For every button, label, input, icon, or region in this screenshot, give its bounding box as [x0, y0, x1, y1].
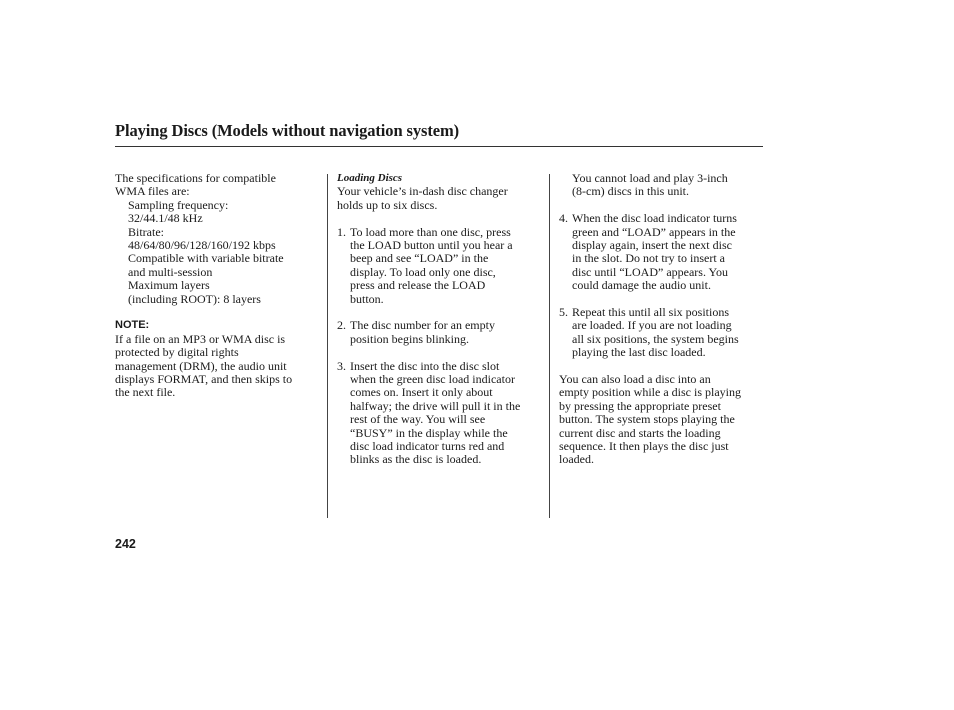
step-line: “BUSY” in the display while the — [350, 425, 508, 440]
outro-line: loaded. — [559, 452, 594, 467]
spec-line: Sampling frequency: — [128, 197, 229, 212]
column-3 — [559, 172, 769, 467]
step-2 — [337, 319, 543, 346]
step-number: 5. — [559, 305, 568, 320]
step-line: are loaded. If you are not loading — [572, 318, 732, 333]
step-line: Insert the disc into the disc slot — [350, 358, 500, 373]
spec-line: and multi-session — [128, 264, 213, 279]
step-line: display. To load only one disc, — [350, 264, 496, 279]
step-line: blinks as the disc is loaded. — [350, 452, 482, 467]
step-line: playing the last disc loaded. — [572, 345, 706, 360]
step-line: beep and see “LOAD” in the — [350, 251, 489, 266]
step-line: Repeat this until all six positions — [572, 305, 729, 320]
note-line: the next file. — [115, 385, 176, 400]
step-line: in the slot. Do not try to insert a — [572, 251, 725, 266]
step-number: 2. — [337, 318, 346, 333]
step-line: the LOAD button until you hear a — [350, 238, 513, 253]
column-2 — [337, 172, 543, 467]
outro-line: sequence. It then plays the disc just — [559, 439, 729, 454]
outro-line: button. The system stops playing the — [559, 412, 735, 427]
spec-line: (including ROOT): 8 layers — [128, 291, 261, 306]
note-line: displays FORMAT, and then skips to — [115, 372, 293, 387]
step-line: press and release the LOAD — [350, 278, 486, 293]
column-1 — [115, 172, 321, 400]
step-1 — [337, 226, 543, 306]
step-line: position begins blinking. — [350, 331, 470, 346]
step-line: To load more than one disc, press — [350, 224, 511, 239]
spec-line: 32/44.1/48 kHz — [128, 211, 203, 226]
continued-line: You cannot load and play 3-inch — [572, 171, 728, 185]
outro-line: by pressing the appropriate preset — [559, 398, 721, 413]
spec-line: Bitrate: — [128, 224, 164, 239]
step-5 — [559, 306, 769, 360]
step-line: When the disc load indicator turns — [572, 211, 737, 226]
spec-line: 48/64/80/96/128/160/192 kbps — [128, 238, 276, 253]
step-line: The disc number for an empty — [350, 318, 495, 333]
intro-line: WMA files are: — [115, 184, 190, 199]
column-divider-2 — [549, 174, 550, 518]
step-line: halfway; the drive will pull it in the — [350, 398, 521, 413]
section-subheading: Loading Discs — [337, 172, 403, 184]
outro-line: empty position while a disc is playing — [559, 385, 741, 400]
heading-rule — [115, 146, 763, 147]
intro-line: Your vehicle’s in-dash disc changer — [337, 184, 508, 199]
step-line: all six positions, the system begins — [572, 331, 739, 346]
spec-line: Maximum layers — [128, 278, 210, 293]
step-line: could damage the audio unit. — [572, 278, 711, 293]
step-line: comes on. Insert it only about — [350, 385, 493, 400]
step-line: disc load indicator turns red and — [350, 439, 505, 454]
step-4 — [559, 212, 769, 292]
outro-line: current disc and starts the loading — [559, 425, 721, 440]
note-line: management (DRM), the audio unit — [115, 358, 287, 373]
note-line: protected by digital rights — [115, 345, 239, 360]
intro-line: holds up to six discs. — [337, 197, 438, 212]
step-line: rest of the way. You will see — [350, 412, 486, 427]
step-number: 3. — [337, 358, 346, 373]
step-line: disc until “LOAD” appears. You — [572, 264, 728, 279]
note-label: NOTE: — [115, 319, 150, 332]
step-line: green and “LOAD” appears in the — [572, 224, 736, 239]
column-divider-1 — [327, 174, 328, 518]
step-line: when the green disc load indicator — [350, 372, 515, 387]
continued-line: (8-cm) discs in this unit. — [572, 184, 689, 199]
step-number: 1. — [337, 224, 346, 239]
page-heading: Playing Discs (Models without navigation system) — [115, 121, 459, 140]
outro-line: You can also load a disc into an — [559, 372, 711, 387]
step-line: display again, insert the next disc — [572, 238, 732, 253]
page-number: 242 — [115, 537, 136, 551]
step-line: button. — [350, 291, 384, 306]
spec-line: Compatible with variable bitrate — [128, 251, 284, 266]
intro-line: The specifications for compatible — [115, 171, 276, 185]
step-3 — [337, 360, 543, 467]
step-number: 4. — [559, 211, 568, 226]
note-line: If a file on an MP3 or WMA disc is — [115, 331, 286, 346]
